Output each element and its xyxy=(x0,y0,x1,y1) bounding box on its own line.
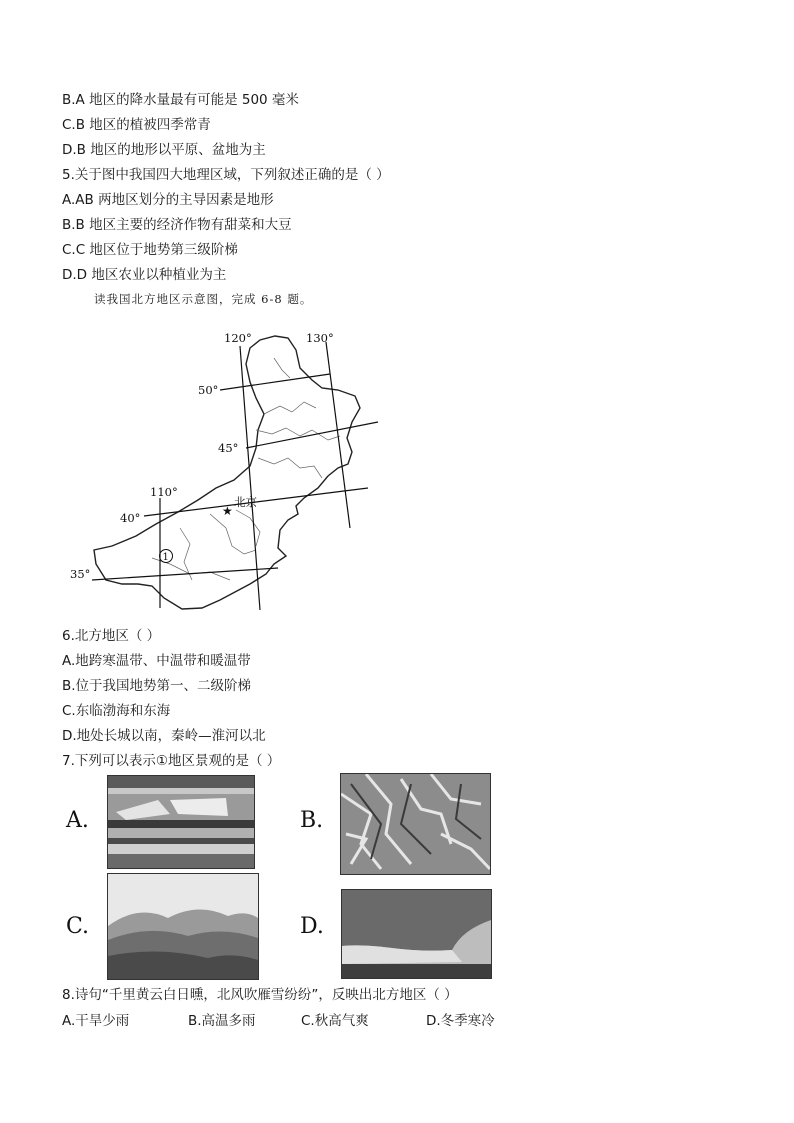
internal-boundary xyxy=(210,514,256,554)
q5-stem: 5.关于图中我国四大地理区域，下列叙述正确的是（ ） xyxy=(62,167,390,183)
reading-instruction: 读我国北方地区示意图，完成 6-8 题。 xyxy=(94,292,313,306)
q7-letter-a: A. xyxy=(66,808,89,833)
q8-option-a: A.干旱少雨 xyxy=(62,1013,130,1029)
q6-option-c: C.东临渤海和东海 xyxy=(62,703,171,719)
q7-stem: 7.下列可以表示①地区景观的是（ ） xyxy=(62,753,281,769)
internal-boundary xyxy=(258,458,322,478)
q6-option-b: B.位于我国地势第一、二级阶梯 xyxy=(62,678,252,694)
internal-boundary xyxy=(274,358,290,378)
parallel-45 xyxy=(246,422,378,448)
q7-letter-c: C. xyxy=(66,914,90,939)
city-label-beijing: 北京 xyxy=(234,495,257,509)
q7-photo-a-terraced-fields xyxy=(107,775,255,869)
q4-option-b: B.A 地区的降水量最有可能是 500 毫米 xyxy=(62,92,299,108)
q6-option-d: D.地处长城以南，秦岭—淮河以北 xyxy=(62,728,266,744)
q8-stem: 8.诗句“千里黄云白日曛，北风吹雁雪纷纷”，反映出北方地区（ ） xyxy=(62,987,458,1003)
q5-option-c: C.C 地区位于地势第三级阶梯 xyxy=(62,242,238,258)
parallel-35 xyxy=(92,568,278,580)
q5-option-d: D.D 地区农业以种植业为主 xyxy=(62,267,227,283)
q4-option-c: C.B 地区的植被四季常青 xyxy=(62,117,211,133)
q5-option-b: B.B 地区主要的经济作物有甜菜和大豆 xyxy=(62,217,292,233)
q8-option-c: C.秋高气爽 xyxy=(301,1013,369,1029)
north-china-map xyxy=(60,318,390,618)
lon-label-130: 130° xyxy=(306,331,334,345)
lat-label-35: 35° xyxy=(70,567,91,581)
meridian-130 xyxy=(326,342,350,528)
q7-photo-c-grassland-hills xyxy=(107,873,259,980)
lon-label-120: 120° xyxy=(224,331,252,345)
q8-option-d: D.冬季寒冷 xyxy=(426,1013,495,1029)
q7-letter-b: B. xyxy=(300,808,324,833)
q7-photo-d-plateau-lake xyxy=(341,889,492,979)
q8-option-b: B.高温多雨 xyxy=(188,1013,256,1029)
lon-label-110: 110° xyxy=(150,485,178,499)
lat-label-45: 45° xyxy=(218,441,239,455)
q6-stem: 6.北方地区（ ） xyxy=(62,628,161,644)
lat-label-50: 50° xyxy=(198,383,219,397)
marker-label: 1 xyxy=(162,552,169,563)
q7-letter-d: D. xyxy=(300,914,324,939)
internal-boundary xyxy=(264,402,316,414)
q6-option-a: A.地跨寒温带、中温带和暖温带 xyxy=(62,653,251,669)
q7-photo-b-loess-gullies xyxy=(340,773,491,875)
q5-option-a: A.AB 两地区划分的主导因素是地形 xyxy=(62,192,274,208)
beijing-star-icon: ★ xyxy=(222,504,233,518)
internal-boundary xyxy=(236,510,260,546)
region-outline xyxy=(94,336,360,609)
lat-label-40: 40° xyxy=(120,511,141,525)
q4-option-d: D.B 地区的地形以平原、盆地为主 xyxy=(62,142,266,158)
